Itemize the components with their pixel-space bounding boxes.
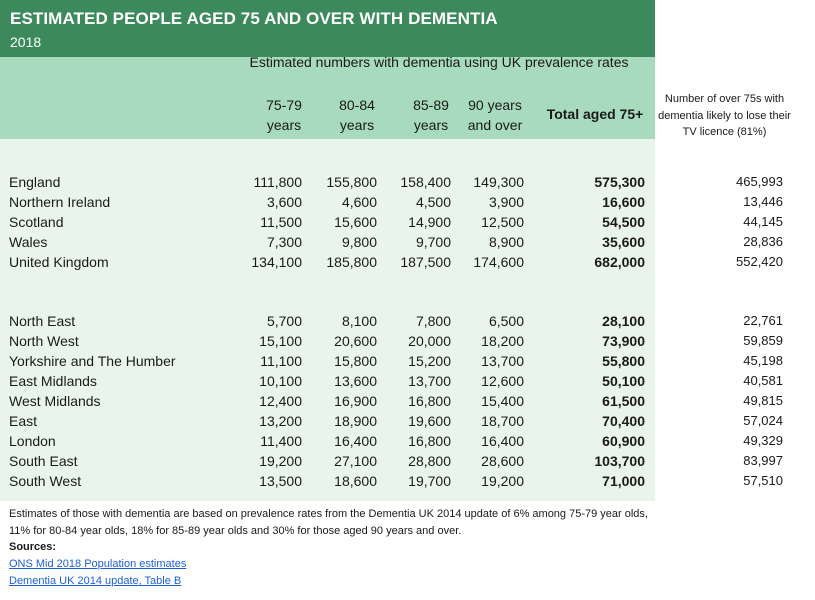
cell-b: 9,800 (341, 234, 377, 250)
cell-b: 27,100 (334, 453, 377, 469)
cell-c: 4,500 (415, 194, 451, 210)
cell-a: 134,100 (251, 254, 302, 270)
cell-name: South East (9, 453, 78, 469)
column-header-band (0, 57, 655, 139)
col-header-85-89: 85-89 years (413, 97, 449, 133)
cell-tv: 465,993 (736, 174, 783, 189)
cell-name: United Kingdom (9, 254, 109, 270)
cell-total: 103,700 (594, 453, 645, 469)
cell-total: 28,100 (602, 313, 645, 329)
cell-total: 60,900 (602, 433, 645, 449)
cell-d: 16,400 (481, 433, 524, 449)
table-row (0, 431, 800, 451)
cell-a: 13,500 (259, 473, 302, 489)
cell-a: 12,400 (259, 393, 302, 409)
cell-a: 7,300 (266, 234, 302, 250)
cell-c: 9,700 (415, 234, 451, 250)
cell-b: 185,800 (326, 254, 377, 270)
cell-b: 155,800 (326, 174, 377, 190)
table-row (0, 471, 800, 491)
cell-tv: 44,145 (743, 214, 783, 229)
cell-a: 11,500 (260, 214, 302, 230)
cell-d: 18,200 (481, 333, 524, 349)
cell-d: 149,300 (473, 174, 524, 190)
cell-d: 3,900 (488, 194, 524, 210)
col-header-75-79: 75-79 years (266, 97, 302, 133)
cell-c: 16,800 (408, 393, 451, 409)
sources-label: Sources: (9, 541, 57, 553)
cell-tv: 57,510 (743, 473, 783, 488)
cell-total: 35,600 (602, 234, 645, 250)
cell-d: 13,700 (481, 353, 524, 369)
cell-b: 4,600 (341, 194, 377, 210)
cell-d: 12,600 (481, 373, 524, 389)
table-row (0, 232, 800, 252)
cell-name: Scotland (9, 214, 64, 230)
table-row (0, 371, 800, 391)
cell-c: 158,400 (400, 174, 451, 190)
cell-name: South West (9, 473, 82, 489)
cell-tv: 13,446 (743, 194, 783, 209)
cell-c: 187,500 (400, 254, 451, 270)
cell-d: 15,400 (481, 393, 524, 409)
cell-c: 19,600 (408, 413, 451, 429)
cell-d: 28,600 (481, 453, 524, 469)
cell-total: 73,900 (602, 333, 645, 349)
table-row (0, 192, 800, 212)
cell-name: Northern Ireland (9, 194, 111, 210)
cell-b: 18,600 (334, 473, 377, 489)
cell-a: 5,700 (266, 313, 302, 329)
cell-total: 575,300 (594, 174, 645, 190)
cell-total: 61,500 (602, 393, 645, 409)
cell-a: 15,100 (259, 333, 302, 349)
cell-a: 10,100 (259, 373, 302, 389)
cell-c: 14,900 (408, 214, 451, 230)
cell-name: West Midlands (9, 393, 101, 409)
cell-d: 6,500 (488, 313, 524, 329)
cell-name: East (9, 413, 38, 429)
table-row (0, 172, 800, 192)
title-banner (0, 0, 655, 57)
group-column-header: Estimated numbers with dementia using UK prevalence rates (249, 57, 629, 70)
cell-tv: 28,836 (743, 234, 783, 249)
cell-total: 55,800 (602, 353, 645, 369)
source-link-dementia-uk[interactable]: Dementia UK 2014 update, Table B (9, 575, 182, 587)
cell-d: 12,500 (481, 214, 524, 230)
cell-tv: 22,761 (743, 313, 783, 328)
cell-a: 11,400 (260, 433, 302, 449)
cell-total: 16,600 (602, 194, 645, 210)
cell-a: 11,100 (260, 353, 302, 369)
cell-tv: 49,815 (743, 393, 783, 408)
page-year: 2018 (10, 34, 42, 50)
cell-tv: 59,859 (743, 333, 783, 348)
cell-total: 54,500 (602, 214, 645, 230)
cell-b: 16,900 (334, 393, 377, 409)
cell-a: 19,200 (259, 453, 302, 469)
cell-name: London (9, 433, 56, 449)
cell-a: 111,800 (253, 174, 302, 190)
cell-total: 50,100 (602, 373, 645, 389)
page-title: ESTIMATED PEOPLE AGED 75 AND OVER WITH DEMENTIA (10, 9, 498, 28)
cell-b: 18,900 (334, 413, 377, 429)
cell-b: 15,800 (334, 353, 377, 369)
cell-tv: 57,024 (743, 413, 783, 428)
cell-d: 19,200 (481, 473, 524, 489)
table-row (0, 351, 800, 371)
cell-total: 71,000 (602, 473, 645, 489)
cell-c: 16,800 (408, 433, 451, 449)
table-row (0, 391, 800, 411)
cell-total: 70,400 (602, 413, 645, 429)
cell-c: 15,200 (408, 353, 451, 369)
cell-tv: 552,420 (736, 254, 783, 269)
cell-b: 13,600 (334, 373, 377, 389)
cell-tv: 83,997 (743, 453, 783, 468)
cell-d: 174,600 (473, 254, 524, 270)
cell-b: 8,100 (341, 313, 377, 329)
cell-tv: 40,581 (743, 373, 783, 388)
table-row (0, 311, 800, 331)
cell-total: 682,000 (594, 254, 645, 270)
table-row (0, 331, 800, 351)
table-row (0, 411, 800, 431)
cell-c: 20,000 (408, 333, 451, 349)
cell-name: Wales (9, 234, 48, 250)
cell-tv: 45,198 (743, 353, 783, 368)
cell-b: 20,600 (334, 333, 377, 349)
cell-name: North East (9, 313, 76, 329)
source-link-ons[interactable]: ONS Mid 2018 Population estimates (9, 558, 187, 570)
cell-a: 13,200 (259, 413, 302, 429)
cell-d: 8,900 (488, 234, 524, 250)
col-header-80-84: 80-84 years (339, 97, 375, 133)
methodology-note: Estimates of those with dementia are based on prevalence rates from the Dementia UK 2014 update of 6% among 75-79 year olds, 11% for 80-84 year olds, 18% for 85-89 year olds and 30% for those aged 90 years and over. (9, 508, 648, 537)
cell-b: 16,400 (334, 433, 377, 449)
cell-name: England (9, 174, 61, 190)
cell-name: Yorkshire and The Humber (9, 353, 176, 369)
cell-c: 7,800 (415, 313, 451, 329)
table-row (0, 252, 800, 272)
cell-d: 18,700 (481, 413, 524, 429)
cell-name: East Midlands (9, 373, 97, 389)
cell-name: North West (9, 333, 79, 349)
cell-a: 3,600 (266, 194, 302, 210)
col-header-90-over: 90 years and over (467, 97, 523, 133)
col-header-total: Total aged 75+ (546, 106, 644, 122)
cell-c: 28,800 (408, 453, 451, 469)
col-header-tv-licence: Number of over 75s with dementia likely to lose their TV licence (81%) (658, 93, 791, 138)
cell-tv: 49,329 (743, 433, 783, 448)
table-row (0, 212, 800, 232)
table-row (0, 451, 800, 471)
cell-c: 13,700 (408, 373, 451, 389)
cell-c: 19,700 (408, 473, 451, 489)
cell-b: 15,600 (334, 214, 377, 230)
